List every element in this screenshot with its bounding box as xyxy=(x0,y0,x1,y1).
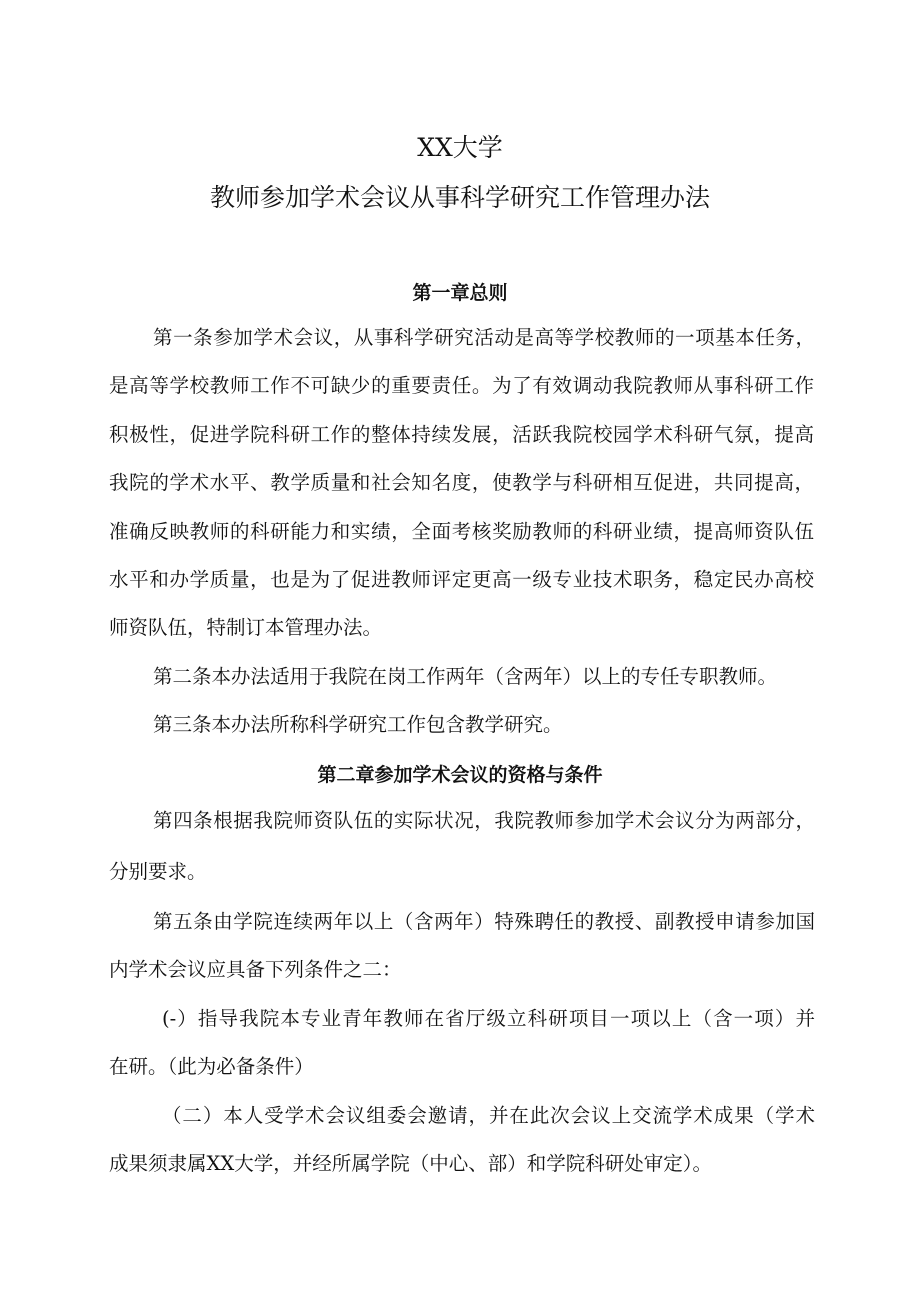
chapter1-heading: 第一章总则 xyxy=(412,282,508,304)
article5-line: 内学术会议应具备下列条件之二： xyxy=(109,958,402,981)
item1-line: (-）指导我院本专业青年教师在省厅级立科研项目一项以上（含一项）并 xyxy=(162,1007,815,1030)
item1-line: 在研。（此为必备条件） xyxy=(109,1055,314,1078)
article1-line: 是高等学校教师工作不可缺少的重要责任。为了有效调动我院教师从事科研工作 xyxy=(109,374,814,397)
article1-line: 准确反映教师的科研能力和实绩，全面考核奖励教师的科研业绩，提高师资队伍 xyxy=(109,520,814,543)
article1-line: 第一条参加学术会议，从事科学研究活动是高等学校教师的一项基本任务， xyxy=(153,326,815,349)
chapter2-heading: 第二章参加学术会议的资格与条件 xyxy=(317,764,603,786)
document-title-university: XX大学 xyxy=(417,133,503,162)
article1-line: 积极性，促进学院科研工作的整体持续发展，活跃我院校园学术科研气氛，提高 xyxy=(109,423,814,446)
item2-line: （二）本人受学术会议组委会邀请，并在此次会议上交流学术成果（学术 xyxy=(162,1104,815,1127)
article1-line: 师资队伍，特制订本管理办法。 xyxy=(109,616,383,639)
article3: 第三条本办法所称科学研究工作包含教学研究。 xyxy=(153,713,563,736)
article4-line: 分别要求。 xyxy=(109,860,207,883)
article1-line: 水平和办学质量，也是为了促进教师评定更高一级专业技术职务，稳定民办高校 xyxy=(109,568,814,591)
item2-line: 成果须隶属XX大学，并经所属学院（中心、部）和学院科研处审定）。 xyxy=(109,1152,713,1175)
article2: 第二条本办法适用于我院在岗工作两年（含两年）以上的专任专职教师。 xyxy=(153,665,778,688)
document-title: 教师参加学术会议从事科学研究工作管理办法 xyxy=(209,183,710,212)
article4-line: 第四条根据我院师资队伍的实际状况，我院教师参加学术会议分为两部分， xyxy=(153,809,815,832)
article5-line: 第五条由学院连续两年以上（含两年）特殊聘任的教授、副教授申请参加国 xyxy=(153,910,815,933)
article1-line: 我院的学术水平、教学质量和社会知名度，使教学与科研相互促进，共同提高， xyxy=(109,471,814,494)
